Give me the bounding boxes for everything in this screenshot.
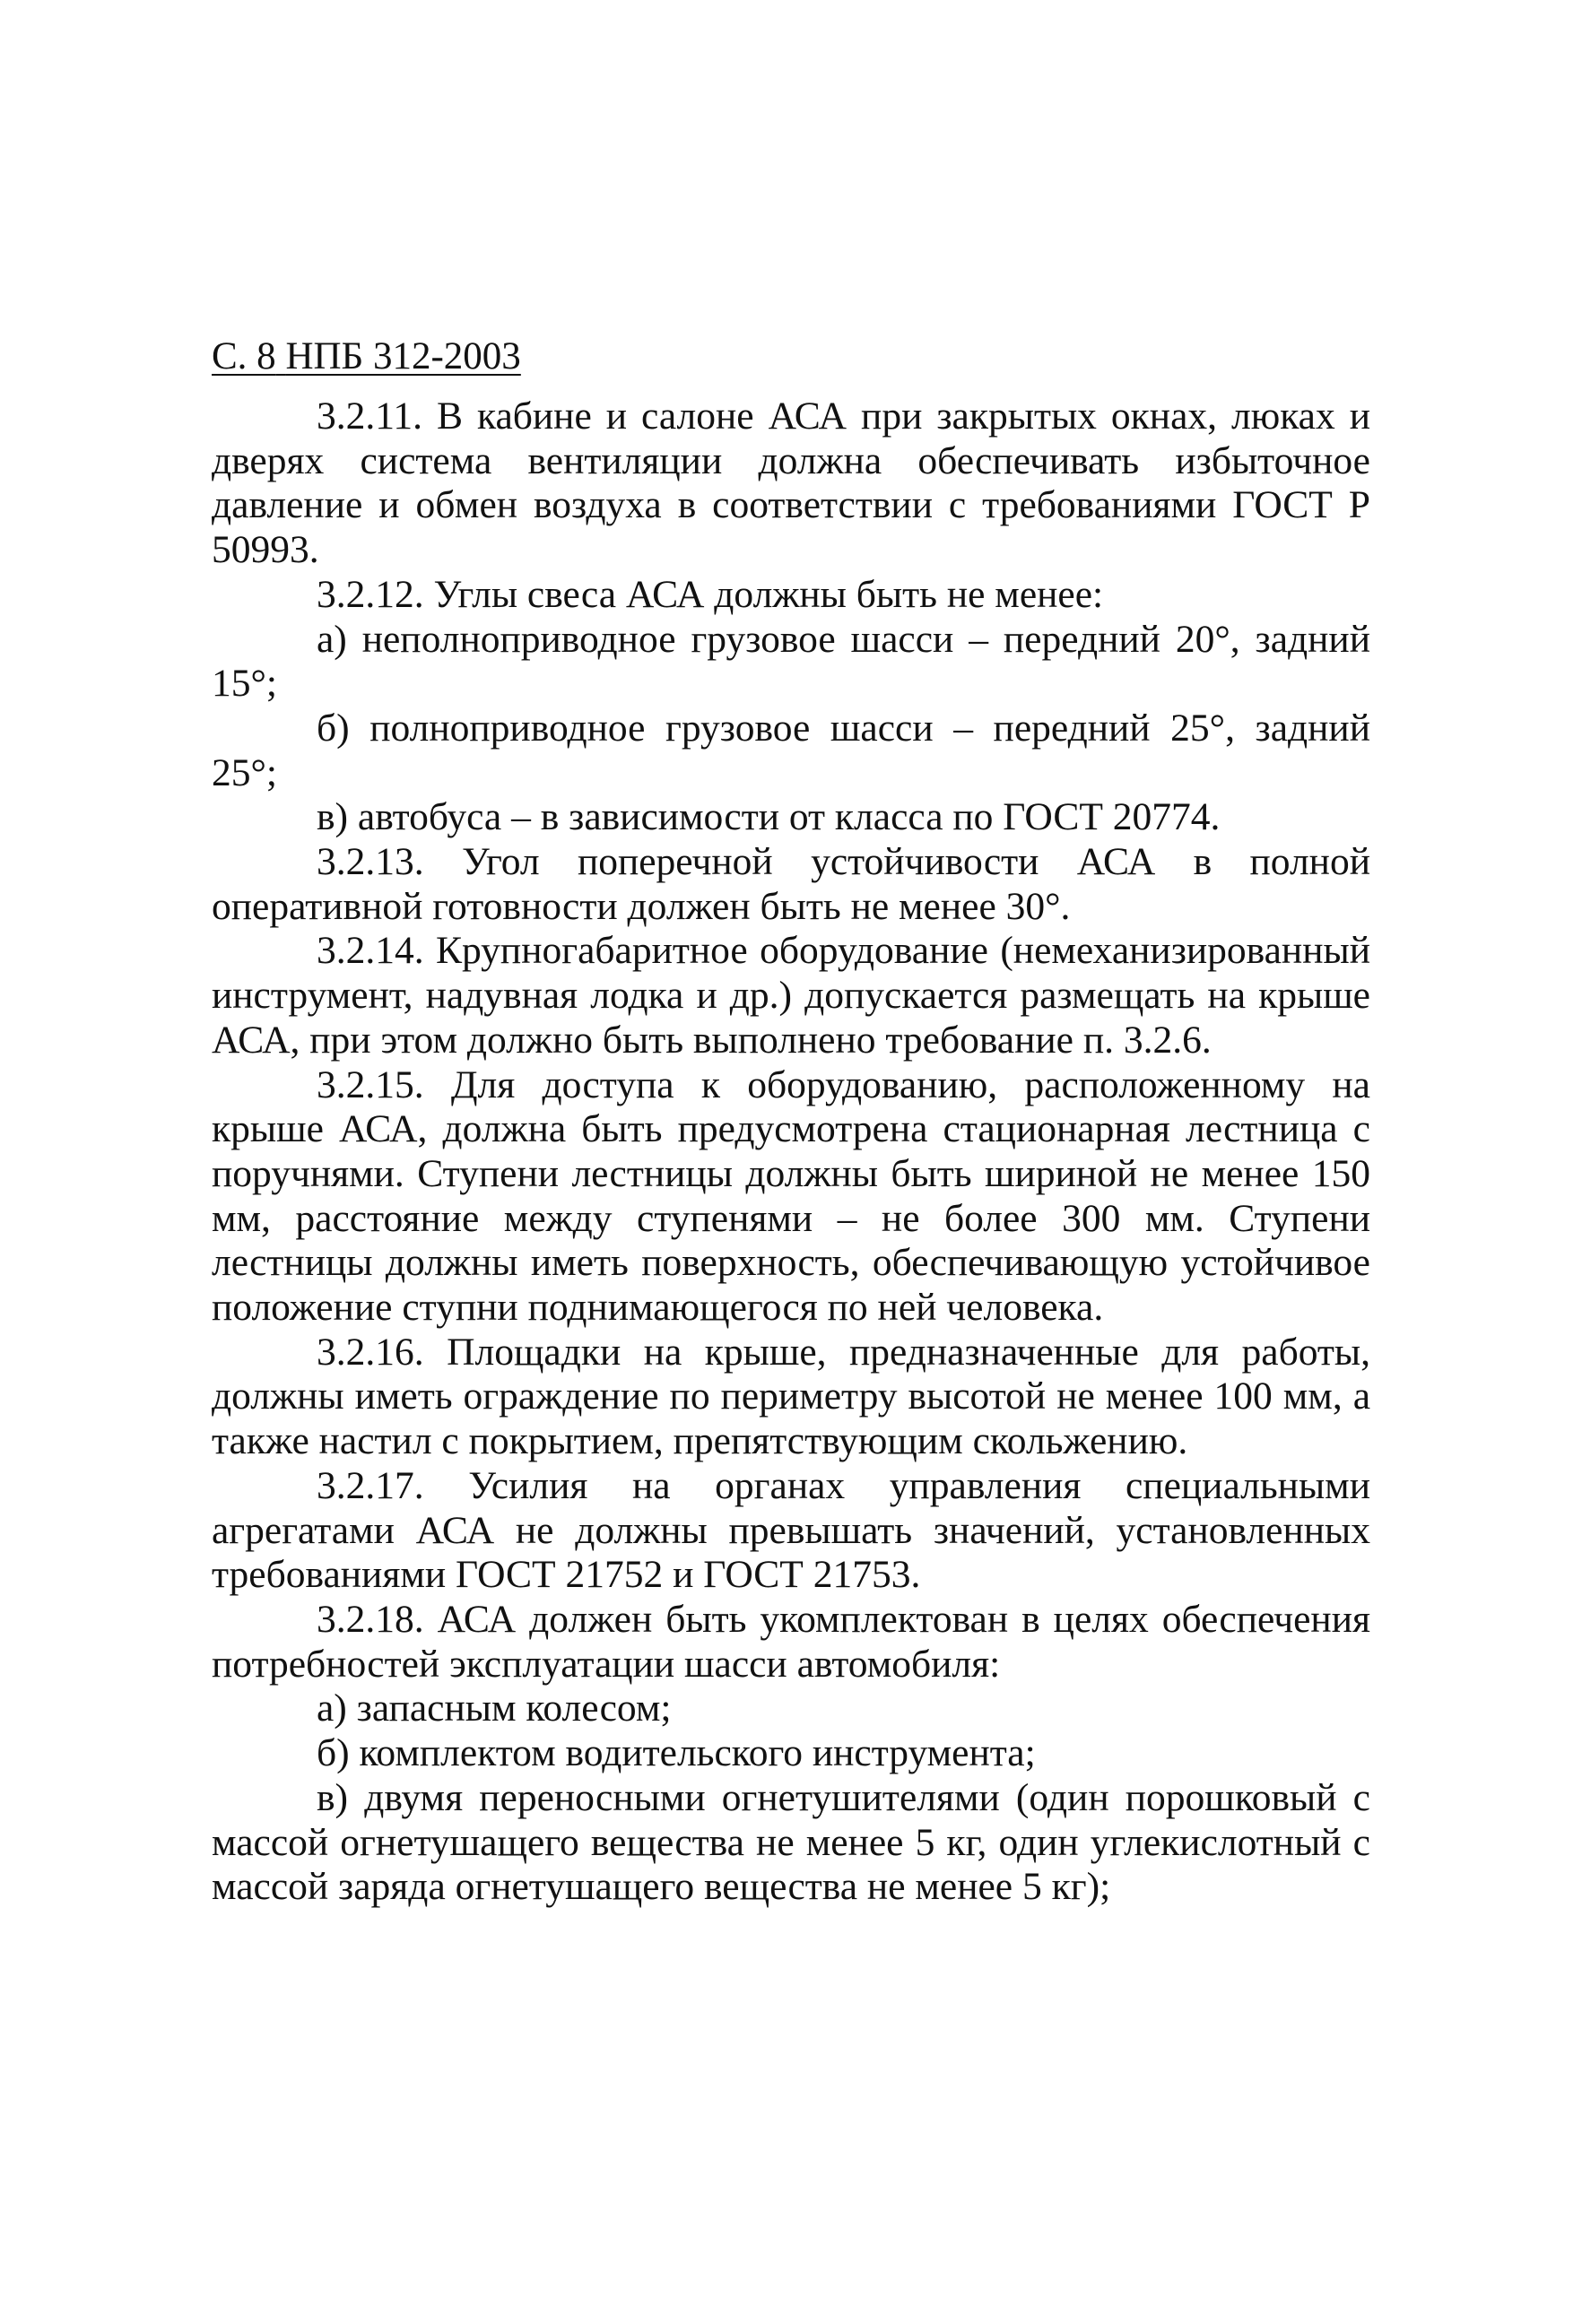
list-item-v: в) автобуса – в зависимости от класса по ГОСТ 20774.	[317, 795, 1221, 839]
paragraph-3-2-12: 3.2.12. Углы свеса АСА должны быть не менее:	[317, 572, 1104, 616]
paragraph-3-2-18: 3.2.18. АСА должен быть укомплектован в целях обеспечения потребностей эксплуатации шасси автомобиля:	[212, 1597, 1370, 1686]
paragraph-3-2-15: 3.2.15. Для доступа к оборудованию, расположенному на крыше АСА, должна быть предусмотрена стационарная лестница с поручнями. Ступени лестницы должны быть шириной не менее 150 мм, расстояние между ступенями – не более 300 мм. Ступени лестницы должны иметь поверхность, обеспечивающую устойчивое положение ступни поднимающегося по ней человека.	[212, 1062, 1370, 1330]
list-item-b-driver-tools: б) комплектом водительского инструмента;	[317, 1731, 1036, 1775]
list-item-a: а) неполноприводное грузовое шасси – передний 20°, задний 15°;	[212, 617, 1370, 706]
paragraph-3-2-13: 3.2.13. Угол поперечной устойчивости АСА в полной оперативной готовности должен быть не менее 30°.	[212, 840, 1370, 928]
paragraph-3-2-11: 3.2.11. В кабине и салоне АСА при закрытых окнах, люках и дверях система вентиляции должна обеспечивать избыточное давление и обмен воздуха в соответствии с требованиями ГОСТ Р 50993.	[212, 395, 1370, 572]
page-header	[212, 334, 521, 380]
document-code: НПБ 312-2003	[285, 335, 521, 377]
paragraph-3-2-16: 3.2.16. Площадки на крыше, предназначенные для работы, должны иметь ограждение по периметру высотой не менее 100 мм, а также настил с покрытием, препятствующим скольжению.	[212, 1330, 1370, 1463]
document-body	[212, 395, 1370, 1910]
page-number-label: С. 8	[212, 335, 276, 377]
paragraph-3-2-17: 3.2.17. Усилия на органах управления специальными агрегатами АСА не должны превышать значений, установленных требованиями ГОСТ 21752 и ГОСТ 21753.	[212, 1463, 1370, 1597]
list-item-b: б) полноприводное грузовое шасси – передний 25°, задний 25°;	[212, 706, 1370, 794]
list-item-a-spare-wheel: а) запасным колесом;	[317, 1687, 672, 1730]
list-item-v-extinguishers: в) двумя переносными огнетушителями (один порошковый с массой огнетушащего вещества не менее 5 кг, один углекислотный с массой заряда огнетушащего вещества не менее 5 кг);	[212, 1775, 1370, 1909]
paragraph-3-2-14: 3.2.14. Крупногабаритное оборудование (немеханизированный инструмент, надувная лодка и др.) допускается размещать на крыше АСА, при этом должно быть выполнено требование п. 3.2.6.	[212, 929, 1370, 1062]
